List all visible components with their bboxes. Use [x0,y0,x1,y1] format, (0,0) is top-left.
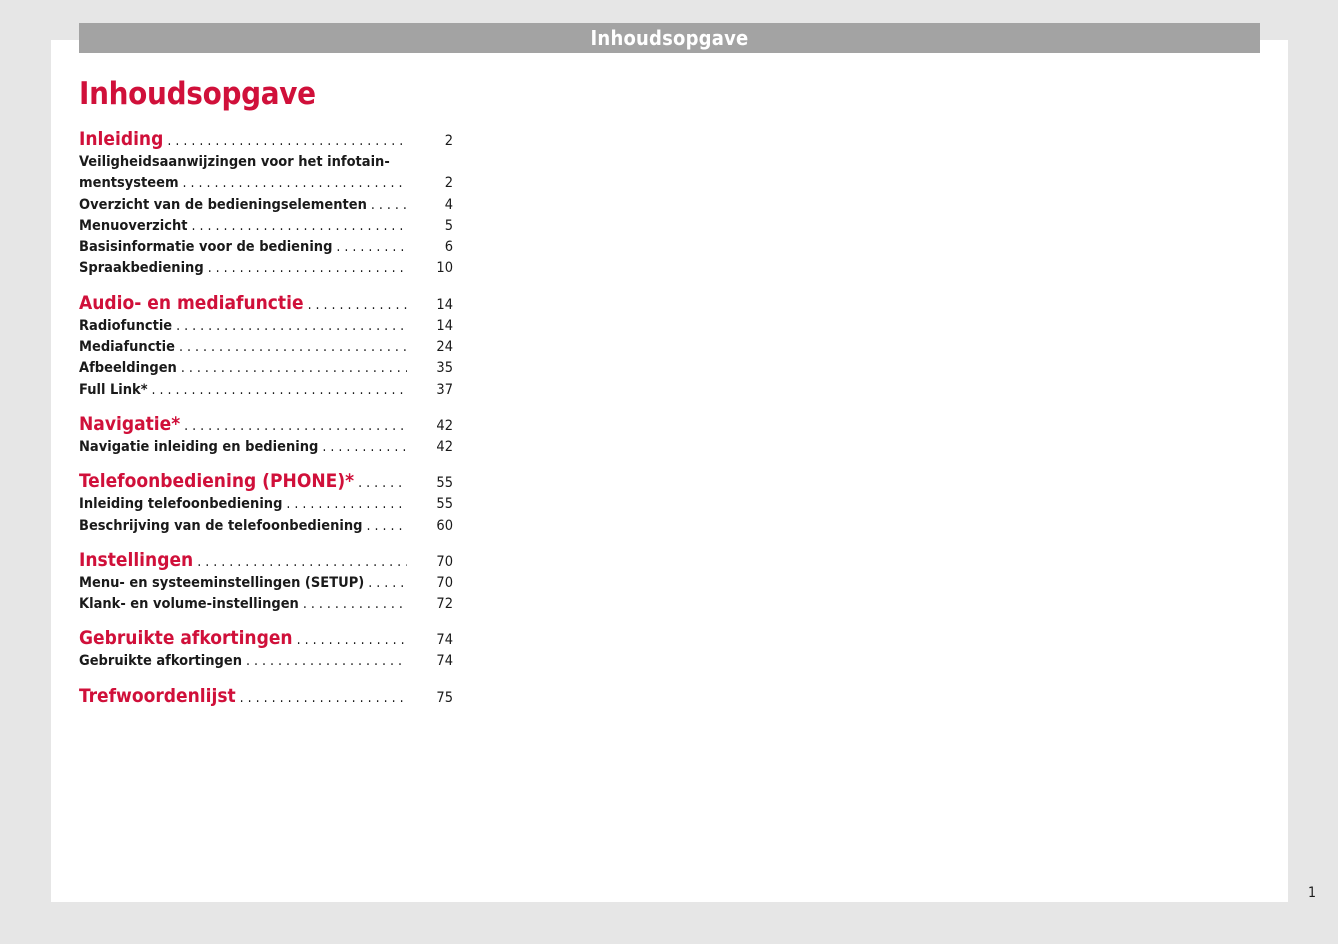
toc-page-number: 37 [436,381,453,398]
dot-leader [179,339,407,355]
dot-leader [167,133,407,149]
toc-page-number: 74 [436,632,453,649]
toc-entry-link[interactable] [79,496,453,517]
toc-chapter-title: Telefoonbediening (PHONE)* [79,470,355,493]
toc-entry-link[interactable] [79,175,453,196]
toc-chapter [79,685,453,711]
toc-page-number: 35 [436,360,453,377]
toc-page-number: 42 [436,417,453,434]
toc-entry-link[interactable] [79,653,453,674]
dot-leader [176,318,407,334]
toc-entry-title: Beschrijving van de telefoonbediening [79,517,363,534]
toc-page-number: 70 [436,553,453,570]
toc-chapter [79,292,453,403]
dot-leader [246,653,407,669]
dot-leader [152,382,407,398]
toc-chapter-link[interactable] [79,128,453,154]
toc-chapter [79,128,453,282]
toc-page-number: 5 [444,217,453,234]
table-of-contents [79,128,453,721]
dot-leader [368,575,407,591]
toc-chapter-link[interactable] [79,685,453,711]
toc-entry-link[interactable] [79,382,453,403]
toc-entry-title: Full Link* [79,381,148,398]
dot-leader [208,260,407,276]
toc-chapter [79,549,453,618]
toc-entry-title: Gebruikte afkortingen [79,653,243,670]
toc-entry-link[interactable] [79,360,453,381]
toc-page-number: 42 [436,438,453,455]
toc-page-number: 2 [444,133,453,149]
dot-leader [371,197,407,213]
dot-leader [181,360,407,376]
toc-chapter-title: Audio- en mediafunctie [79,291,304,314]
toc-entry-link[interactable] [79,596,453,617]
toc-entry-title: mentsysteem [79,175,179,192]
toc-chapter-title: Instellingen [79,548,194,571]
toc-page-number: 14 [436,317,453,334]
toc-page-number: 74 [436,653,453,670]
toc-chapter [79,627,453,674]
toc-entry-title: Afbeeldingen [79,360,177,377]
toc-chapter-link[interactable] [79,470,453,496]
dot-leader [184,418,407,434]
dot-leader [286,496,407,512]
toc-entry-title: Radiofunctie [79,317,173,334]
toc-page-number: 10 [436,260,453,277]
toc-page-number: 70 [436,574,453,591]
dot-leader [366,518,407,534]
toc-entry-title: Menu- en systeeminstellingen (SETUP) [79,574,365,591]
toc-entry-title-line: Veiligheidsaanwijzingen voor het infotain- [79,154,390,170]
dot-leader [183,175,407,191]
toc-page-number: 24 [436,339,453,356]
toc-entry-title: Inleiding telefoonbediening [79,496,283,513]
toc-chapter-title: Gebruikte afkortingen [79,627,293,650]
toc-page-number: 55 [436,475,453,492]
toc-chapter-title: Trefwoordenlijst [79,684,236,707]
toc-entry-link[interactable] [79,339,453,360]
toc-chapter-title: Inleiding [79,128,164,150]
toc-chapter-link[interactable] [79,413,453,439]
toc-chapter-link[interactable] [79,627,453,653]
toc-entry-link[interactable] [79,575,453,596]
toc-chapter [79,470,453,539]
toc-entry-title: Spraakbediening [79,260,204,277]
toc-entry-link[interactable] [79,518,453,539]
toc-page-number: 2 [444,175,453,192]
toc-chapter-title: Navigatie* [79,412,181,435]
toc-chapter [79,413,453,460]
toc-entry-link[interactable] [79,239,453,260]
dot-leader [297,632,407,648]
dot-leader [303,596,407,612]
toc-entry-title: Overzicht van de bedieningselementen [79,196,367,213]
running-header [79,23,1260,53]
dot-leader [240,690,407,706]
dot-leader [308,297,407,313]
toc-entry-title: Basisinformatie voor de bediening [79,239,333,256]
toc-page-number: 55 [436,496,453,513]
dot-leader [322,439,407,455]
toc-entry-link[interactable] [79,218,453,239]
dot-leader [191,218,407,234]
dot-leader [197,554,407,570]
toc-chapter-link[interactable] [79,549,453,575]
toc-chapter-link[interactable] [79,292,453,318]
toc-page-number: 72 [436,596,453,613]
page-number: 1 [1307,885,1316,901]
toc-page-number: 75 [436,689,453,706]
toc-entry-title: Navigatie inleiding en bediening [79,438,319,455]
page-title: Inhoudsopgave [79,76,316,112]
dot-leader [336,239,407,255]
toc-entry-link[interactable] [79,260,453,281]
toc-entry-link[interactable] [79,197,453,218]
toc-page-number: 14 [436,296,453,313]
toc-page-number: 4 [444,196,453,213]
toc-entry-title: Menuoverzicht [79,217,188,234]
toc-entry-link[interactable] [79,439,453,460]
toc-page-number: 60 [436,517,453,534]
dot-leader [358,475,407,491]
running-header-title: Inhoudsopgave [590,26,749,50]
toc-page-number: 6 [444,239,453,256]
toc-entry-title: Mediafunctie [79,339,175,356]
toc-entry-title: Klank- en volume-instellingen [79,596,299,613]
toc-entry-link[interactable] [79,318,453,339]
